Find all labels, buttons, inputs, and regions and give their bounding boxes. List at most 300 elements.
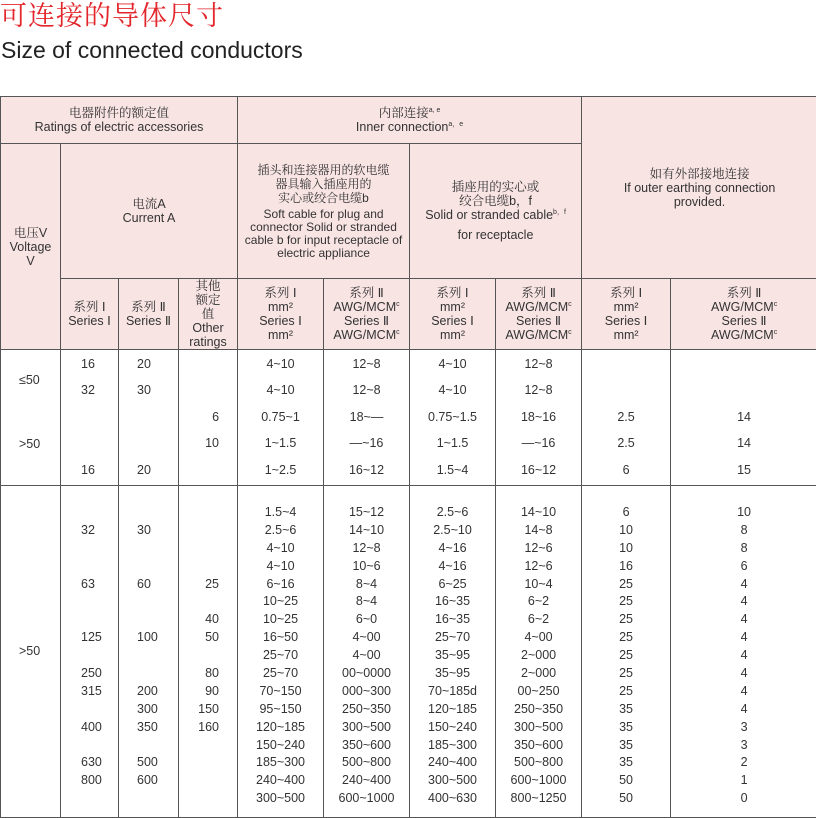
table-row bbox=[1, 377, 816, 404]
spacer-cell bbox=[410, 485, 496, 503]
earth-cn: 如有外部接地连接 bbox=[582, 167, 816, 181]
table-cell bbox=[179, 539, 238, 557]
table-row bbox=[1, 771, 816, 789]
spacer-cell bbox=[496, 485, 582, 503]
voltage-cell: ≤50 bbox=[1, 350, 61, 404]
label: AWG/MCM bbox=[505, 328, 568, 342]
table-cell: 70~150 bbox=[238, 682, 324, 700]
table-cell: 50 bbox=[582, 789, 671, 807]
spacer-cell bbox=[671, 807, 816, 817]
header-current-series2 bbox=[119, 279, 179, 350]
table-cell bbox=[179, 557, 238, 575]
table-cell bbox=[179, 521, 238, 539]
header-plug-cable bbox=[238, 144, 410, 279]
table-cell: 4~10 bbox=[238, 557, 324, 575]
page-subtitle: Size of connected conductors bbox=[1, 35, 303, 65]
table-cell: 300~500 bbox=[324, 718, 410, 736]
table-cell: 35 bbox=[582, 700, 671, 718]
table-cell: 0.75~1.5 bbox=[410, 404, 496, 431]
sup: c bbox=[568, 301, 572, 308]
table-cell: 2.5~6 bbox=[238, 521, 324, 539]
table-row bbox=[1, 628, 816, 646]
table-cell bbox=[179, 646, 238, 664]
table-row bbox=[1, 557, 816, 575]
table-cell: 25 bbox=[582, 592, 671, 610]
table-cell: 10~6 bbox=[324, 557, 410, 575]
label: mm² bbox=[238, 328, 323, 342]
table-row bbox=[1, 503, 816, 521]
header-current-series1 bbox=[61, 279, 119, 350]
table-cell: 6~2 bbox=[496, 610, 582, 628]
table-cell: 35 bbox=[582, 736, 671, 754]
table-row bbox=[1, 789, 816, 807]
table-cell: 25 bbox=[179, 575, 238, 593]
table-cell: 120~185 bbox=[410, 700, 496, 718]
header-earth-series2 bbox=[671, 279, 816, 350]
table-cell bbox=[61, 646, 119, 664]
current-cn: 电流A bbox=[61, 197, 237, 211]
table-row bbox=[1, 664, 816, 682]
table-cell: 185~300 bbox=[410, 736, 496, 754]
table-cell: 2 bbox=[671, 753, 816, 771]
table-cell: 150 bbox=[179, 700, 238, 718]
spacer-cell bbox=[324, 807, 410, 817]
table-cell: 2.5~6 bbox=[410, 503, 496, 521]
table-cell: 15 bbox=[671, 457, 816, 484]
table-row bbox=[1, 646, 816, 664]
table-cell: 6~0 bbox=[324, 610, 410, 628]
label: 系列 Ⅰ bbox=[61, 300, 118, 314]
label: mm² bbox=[410, 328, 495, 342]
table-cell: 600~1000 bbox=[324, 789, 410, 807]
table-cell: 50 bbox=[179, 628, 238, 646]
table-cell: 20 bbox=[119, 351, 179, 378]
table-cell: 6 bbox=[671, 557, 816, 575]
table-cell bbox=[61, 503, 119, 521]
table-cell: 4~10 bbox=[410, 377, 496, 404]
table-cell: 12~6 bbox=[496, 557, 582, 575]
plug-cn3: 实心或绞合电缆b bbox=[238, 191, 409, 205]
table-cell: 10 bbox=[582, 539, 671, 557]
table-cell: 240~400 bbox=[238, 771, 324, 789]
table-cell: 10 bbox=[582, 521, 671, 539]
table-cell: 60 bbox=[119, 575, 179, 593]
header-ratings bbox=[1, 97, 238, 144]
inner-en-sup: a，e bbox=[448, 121, 463, 128]
label: mm² bbox=[238, 300, 323, 314]
table-cell: 0 bbox=[671, 789, 816, 807]
table-cell: 25 bbox=[582, 682, 671, 700]
table-cell: 125 bbox=[61, 628, 119, 646]
table-row bbox=[1, 700, 816, 718]
table-cell: 2.5 bbox=[582, 430, 671, 457]
spacer-cell bbox=[119, 485, 179, 503]
table-cell: 80 bbox=[179, 664, 238, 682]
table-cell bbox=[61, 610, 119, 628]
voltage-cell: >50 bbox=[1, 404, 61, 486]
table-cell: 16~35 bbox=[410, 610, 496, 628]
table-cell: 0.75~1 bbox=[238, 404, 324, 431]
table-cell: 20 bbox=[119, 457, 179, 484]
table-cell: 15~12 bbox=[324, 503, 410, 521]
table-cell: 25~70 bbox=[410, 628, 496, 646]
spacer-cell bbox=[238, 485, 324, 503]
table-cell: 6~16 bbox=[238, 575, 324, 593]
table-cell bbox=[179, 753, 238, 771]
label: AWG/MCM bbox=[711, 300, 774, 314]
label: Series Ⅰ bbox=[238, 314, 323, 328]
header-current-other bbox=[179, 279, 238, 350]
table-cell: 32 bbox=[61, 521, 119, 539]
table-cell: 6 bbox=[582, 503, 671, 521]
table-cell: 300~500 bbox=[496, 718, 582, 736]
spacer-row bbox=[1, 807, 816, 817]
table-cell: 12~8 bbox=[324, 539, 410, 557]
table-cell: 120~185 bbox=[238, 718, 324, 736]
table-cell: 14 bbox=[671, 404, 816, 431]
table-cell: 2~000 bbox=[496, 664, 582, 682]
label: 系列 Ⅱ bbox=[119, 300, 178, 314]
table-cell: 350~600 bbox=[496, 736, 582, 754]
table-cell: 500~800 bbox=[496, 753, 582, 771]
table-cell bbox=[61, 404, 119, 431]
table-cell bbox=[61, 700, 119, 718]
table-cell bbox=[119, 664, 179, 682]
table-cell: 600 bbox=[119, 771, 179, 789]
table-cell: 3 bbox=[671, 736, 816, 754]
table-cell: 8~4 bbox=[324, 575, 410, 593]
table-cell: 12~8 bbox=[324, 351, 410, 378]
table-cell: 400 bbox=[61, 718, 119, 736]
recept-en1: Solid or stranded cable bbox=[425, 208, 553, 222]
table-cell: 25 bbox=[582, 628, 671, 646]
table-cell: 500~800 bbox=[324, 753, 410, 771]
spacer-cell bbox=[582, 807, 671, 817]
spacer-cell bbox=[61, 485, 119, 503]
label: AWG/MCM bbox=[711, 328, 774, 342]
plug-cn1: 插头和连接器用的软电缆 bbox=[238, 163, 409, 177]
table-cell: 50 bbox=[582, 771, 671, 789]
table-cell bbox=[179, 377, 238, 404]
table-cell: 25~70 bbox=[238, 664, 324, 682]
table-row bbox=[1, 430, 816, 457]
table-cell: 35~95 bbox=[410, 664, 496, 682]
table-row bbox=[1, 610, 816, 628]
table-cell: 350~600 bbox=[324, 736, 410, 754]
table-cell: 315 bbox=[61, 682, 119, 700]
label: Series Ⅱ bbox=[119, 314, 178, 328]
recept-en1-sup: b，f bbox=[553, 209, 566, 216]
table-cell: —~16 bbox=[496, 430, 582, 457]
table-cell: 35 bbox=[582, 753, 671, 771]
table-body bbox=[1, 350, 816, 818]
table-cell: 4 bbox=[671, 610, 816, 628]
table-cell bbox=[119, 646, 179, 664]
header-current bbox=[61, 144, 238, 279]
table-cell: 1.5~4 bbox=[238, 503, 324, 521]
table-cell: 63 bbox=[61, 575, 119, 593]
header-earth-series1 bbox=[582, 279, 671, 350]
recept-en2: for receptacle bbox=[410, 228, 581, 242]
table-cell: 240~400 bbox=[324, 771, 410, 789]
table-cell: 4~10 bbox=[238, 539, 324, 557]
sup: c bbox=[396, 329, 400, 336]
table-cell bbox=[119, 557, 179, 575]
header-plug-series2 bbox=[324, 279, 410, 350]
conductor-size-table bbox=[0, 96, 816, 818]
table-cell: 12~8 bbox=[324, 377, 410, 404]
page-title: 可连接的导体尺寸 bbox=[0, 0, 224, 34]
spacer-row bbox=[1, 485, 816, 503]
table-row bbox=[1, 736, 816, 754]
plug-cn2: 器具输入插座用的 bbox=[238, 177, 409, 191]
table-cell: 12~6 bbox=[496, 539, 582, 557]
table-cell: 300~500 bbox=[410, 771, 496, 789]
sup: c bbox=[568, 329, 572, 336]
header-voltage bbox=[1, 144, 61, 350]
table-cell: 4 bbox=[671, 700, 816, 718]
table-cell bbox=[179, 789, 238, 807]
spacer-cell bbox=[324, 485, 410, 503]
table-cell: 000~300 bbox=[324, 682, 410, 700]
table-cell: 630 bbox=[61, 753, 119, 771]
table-cell: 1~1.5 bbox=[410, 430, 496, 457]
table-cell bbox=[179, 351, 238, 378]
table-cell: 800 bbox=[61, 771, 119, 789]
table-cell bbox=[61, 539, 119, 557]
label: 系列 Ⅰ bbox=[582, 286, 670, 300]
label: AWG/MCM bbox=[333, 328, 396, 342]
table-cell: 16 bbox=[61, 351, 119, 378]
table-cell: 600~1000 bbox=[496, 771, 582, 789]
label: 系列 Ⅱ bbox=[324, 286, 409, 300]
label: Series Ⅱ bbox=[671, 314, 816, 328]
table-cell bbox=[119, 430, 179, 457]
table-cell: 4~00 bbox=[324, 646, 410, 664]
table-cell: 4 bbox=[671, 628, 816, 646]
table-cell bbox=[119, 610, 179, 628]
voltage-unit: V bbox=[1, 254, 60, 268]
table-cell: 18~— bbox=[324, 404, 410, 431]
inner-cn: 内部连接 bbox=[379, 106, 429, 120]
table-cell: 16 bbox=[61, 457, 119, 484]
table-cell bbox=[61, 736, 119, 754]
table-cell: 10 bbox=[179, 430, 238, 457]
table-cell bbox=[179, 736, 238, 754]
table-cell: 90 bbox=[179, 682, 238, 700]
table-cell bbox=[61, 430, 119, 457]
table-cell bbox=[179, 592, 238, 610]
table-cell: 100 bbox=[119, 628, 179, 646]
inner-en: Inner connection bbox=[356, 120, 448, 134]
table-cell bbox=[671, 377, 816, 404]
table-row bbox=[1, 521, 816, 539]
table-cell: 150~240 bbox=[410, 718, 496, 736]
table-cell bbox=[179, 503, 238, 521]
table-cell: 70~185d bbox=[410, 682, 496, 700]
header-earthing bbox=[582, 97, 816, 279]
table-cell bbox=[119, 789, 179, 807]
spacer-cell bbox=[61, 807, 119, 817]
label: AWG/MCM bbox=[333, 300, 396, 314]
table-cell: 400~630 bbox=[410, 789, 496, 807]
spacer-cell bbox=[671, 485, 816, 503]
table-cell: 300~500 bbox=[238, 789, 324, 807]
table-cell: 4 bbox=[671, 682, 816, 700]
table-cell: 00~250 bbox=[496, 682, 582, 700]
table-cell bbox=[119, 404, 179, 431]
table-cell bbox=[582, 351, 671, 378]
table-row bbox=[1, 592, 816, 610]
table-cell: 16 bbox=[582, 557, 671, 575]
table-cell: 8~4 bbox=[324, 592, 410, 610]
table-cell: 4 bbox=[671, 575, 816, 593]
table-cell: 1.5~4 bbox=[410, 457, 496, 484]
table-cell: 250~350 bbox=[496, 700, 582, 718]
label: AWG/MCM bbox=[505, 300, 568, 314]
table-cell: 35~95 bbox=[410, 646, 496, 664]
table-row bbox=[1, 351, 816, 378]
voltage-cn: 电压V bbox=[1, 226, 60, 240]
label: 其他额定值 bbox=[179, 279, 237, 321]
table-row bbox=[1, 457, 816, 484]
table-cell: 25 bbox=[582, 575, 671, 593]
header-inner-connection bbox=[238, 97, 582, 144]
label: 系列 Ⅱ bbox=[496, 286, 581, 300]
table-cell: 14~8 bbox=[496, 521, 582, 539]
spacer-cell bbox=[582, 485, 671, 503]
table-row bbox=[1, 575, 816, 593]
table-row bbox=[1, 753, 816, 771]
table-cell: 350 bbox=[119, 718, 179, 736]
table-cell bbox=[179, 457, 238, 484]
table-cell: 16~12 bbox=[324, 457, 410, 484]
ratings-cn: 电器附件的额定值 bbox=[1, 106, 237, 120]
label: 系列 Ⅱ bbox=[671, 286, 816, 300]
spacer-cell bbox=[119, 807, 179, 817]
table-cell: 6 bbox=[582, 457, 671, 484]
table-row bbox=[1, 539, 816, 557]
spacer-cell bbox=[238, 807, 324, 817]
table-cell: 25 bbox=[582, 664, 671, 682]
header-receptacle-cable bbox=[410, 144, 582, 279]
voltage-en: Voltage bbox=[1, 240, 60, 254]
table-cell: 250 bbox=[61, 664, 119, 682]
label: mm² bbox=[582, 300, 670, 314]
earth-en: If outer earthing connection provided. bbox=[582, 181, 816, 209]
label: 系列 Ⅰ bbox=[238, 286, 323, 300]
ratings-en: Ratings of electric accessories bbox=[1, 120, 237, 134]
label: mm² bbox=[582, 328, 670, 342]
table-cell: 25 bbox=[582, 646, 671, 664]
table-cell: 8 bbox=[671, 521, 816, 539]
sup: c bbox=[774, 301, 778, 308]
recept-cn2: 绞合电缆b，f bbox=[410, 194, 581, 208]
header-recept-series1 bbox=[410, 279, 496, 350]
table-cell: 12~8 bbox=[496, 377, 582, 404]
header-plug-series1 bbox=[238, 279, 324, 350]
table-cell: 30 bbox=[119, 521, 179, 539]
table-cell: 4 bbox=[671, 664, 816, 682]
label: Series Ⅱ bbox=[324, 314, 409, 328]
table-cell: 240~400 bbox=[410, 753, 496, 771]
table-cell bbox=[61, 592, 119, 610]
sup: c bbox=[396, 301, 400, 308]
label: Other ratings bbox=[179, 321, 237, 349]
table-cell bbox=[119, 592, 179, 610]
table-cell: 4~16 bbox=[410, 539, 496, 557]
table-cell: 185~300 bbox=[238, 753, 324, 771]
table-cell: 4~10 bbox=[238, 377, 324, 404]
voltage-cell: >50 bbox=[1, 485, 61, 817]
spacer-cell bbox=[496, 807, 582, 817]
spacer-cell bbox=[179, 807, 238, 817]
table-cell: 2.5~10 bbox=[410, 521, 496, 539]
table-cell: 8 bbox=[671, 539, 816, 557]
table-cell: 25~70 bbox=[238, 646, 324, 664]
table-cell bbox=[179, 771, 238, 789]
label: mm² bbox=[410, 300, 495, 314]
table-cell: 10~25 bbox=[238, 610, 324, 628]
spacer-cell bbox=[179, 485, 238, 503]
table-cell bbox=[61, 557, 119, 575]
table-cell: 1~1.5 bbox=[238, 430, 324, 457]
table-cell: 00~0000 bbox=[324, 664, 410, 682]
table-cell: 16~35 bbox=[410, 592, 496, 610]
table-cell bbox=[61, 789, 119, 807]
label: Series Ⅰ bbox=[410, 314, 495, 328]
table-cell: 25 bbox=[582, 610, 671, 628]
label: Series Ⅱ bbox=[496, 314, 581, 328]
table-cell: 800~1250 bbox=[496, 789, 582, 807]
table-cell bbox=[582, 377, 671, 404]
table-cell: 4~00 bbox=[496, 628, 582, 646]
table-cell: 500 bbox=[119, 753, 179, 771]
table-cell bbox=[119, 539, 179, 557]
table-cell: 95~150 bbox=[238, 700, 324, 718]
label: Series Ⅰ bbox=[582, 314, 670, 328]
current-en: Current A bbox=[61, 211, 237, 225]
sup: c bbox=[774, 329, 778, 336]
table-cell: 4 bbox=[671, 646, 816, 664]
table-cell: 1 bbox=[671, 771, 816, 789]
table-cell: 150~240 bbox=[238, 736, 324, 754]
table-cell: 14~10 bbox=[496, 503, 582, 521]
table-row bbox=[1, 682, 816, 700]
recept-cn1: 插座用的实心或 bbox=[410, 180, 581, 194]
table-cell: 40 bbox=[179, 610, 238, 628]
table-cell: 4~10 bbox=[238, 351, 324, 378]
header-recept-series2 bbox=[496, 279, 582, 350]
table-cell: 1~2.5 bbox=[238, 457, 324, 484]
table-cell: 6~2 bbox=[496, 592, 582, 610]
table-cell: 160 bbox=[179, 718, 238, 736]
table-cell: 2~000 bbox=[496, 646, 582, 664]
table-cell: 14~10 bbox=[324, 521, 410, 539]
table-cell: 35 bbox=[582, 718, 671, 736]
table-cell: 10~4 bbox=[496, 575, 582, 593]
table-cell: 4~10 bbox=[410, 351, 496, 378]
table-cell bbox=[671, 351, 816, 378]
table-cell: 14 bbox=[671, 430, 816, 457]
table-cell: 4~00 bbox=[324, 628, 410, 646]
inner-cn-sup: a, e bbox=[429, 107, 441, 114]
table-cell: 4~16 bbox=[410, 557, 496, 575]
table-row bbox=[1, 718, 816, 736]
table-cell bbox=[119, 736, 179, 754]
table-cell: 12~8 bbox=[496, 351, 582, 378]
table-cell: 200 bbox=[119, 682, 179, 700]
